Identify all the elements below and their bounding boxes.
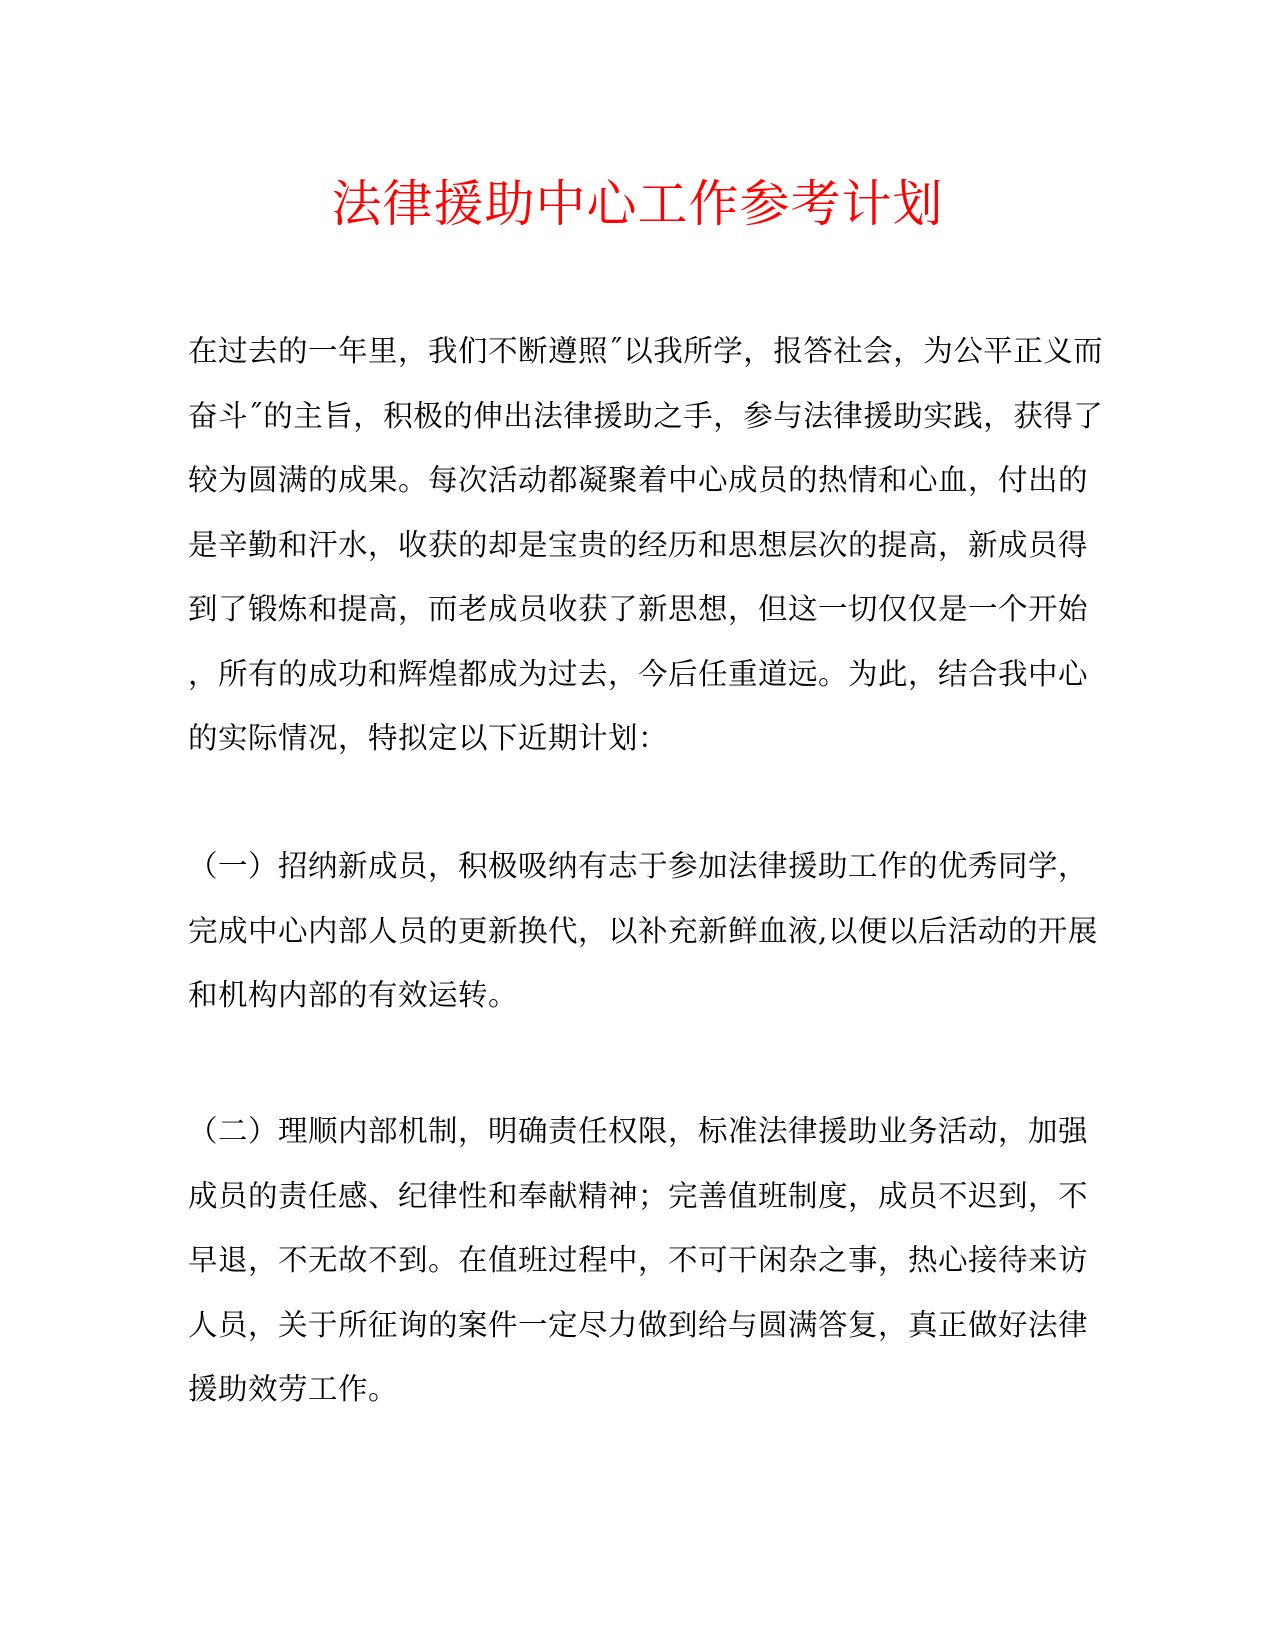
paragraph-line: 完成中心内部人员的更新换代，以补充新鲜血液,以便以后活动的开展 — [188, 913, 1098, 948]
paragraph-line: 到了锻炼和提高，而老成员收获了新思想，但这一切仅仅是一个开始 — [188, 592, 1089, 626]
paragraph-line: 援助效劳工作。 — [188, 1372, 399, 1406]
paragraph-line: 和机构内部的有效运转。 — [188, 978, 519, 1012]
paragraph-line: 奋斗˝的主旨，积极的伸出法律援助之手，参与法律援助实践，获得了 — [188, 398, 1104, 433]
paragraph-item-two — [188, 1099, 1089, 1422]
paragraph-line: 较为圆满的成果。每次活动都凝聚着中心成员的热情和心血，付出的 — [188, 463, 1089, 497]
paragraph-item-one — [188, 834, 1098, 1028]
paragraph-line: 早退，不无故不到。在值班过程中，不可干闲杂之事，热心接待来访 — [188, 1243, 1089, 1277]
paragraph-line: ，所有的成功和辉煌都成为过去，今后任重道远。为此，结合我中心 — [188, 656, 1089, 691]
document-title: 法律援助中心工作参考计划 — [331, 175, 944, 233]
paragraph-line: 是辛勤和汗水，收获的却是宝贵的经历和思想层次的提高，新成员得 — [188, 527, 1089, 562]
paragraph-intro — [188, 319, 1104, 771]
paragraph-line: 在过去的一年里，我们不断遵照˝以我所学，报答社会，为公平正义而 — [188, 334, 1104, 368]
paragraph-line: 成员的责任感、纪律性和奉献精神；完善值班制度，成员不迟到，不 — [188, 1178, 1089, 1213]
paragraph-line: （二）理顺内部机制，明确责任权限，标准法律援助业务活动，加强 — [188, 1114, 1089, 1148]
paragraph-line: 人员，关于所征询的案件一定尽力做到给与圆满答复，真正做好法律 — [188, 1307, 1089, 1342]
paragraph-line: （一）招纳新成员，积极吸纳有志于参加法律援助工作的优秀同学， — [188, 849, 1089, 883]
paragraph-line: 的实际情况，特拟定以下近期计划： — [188, 721, 669, 755]
